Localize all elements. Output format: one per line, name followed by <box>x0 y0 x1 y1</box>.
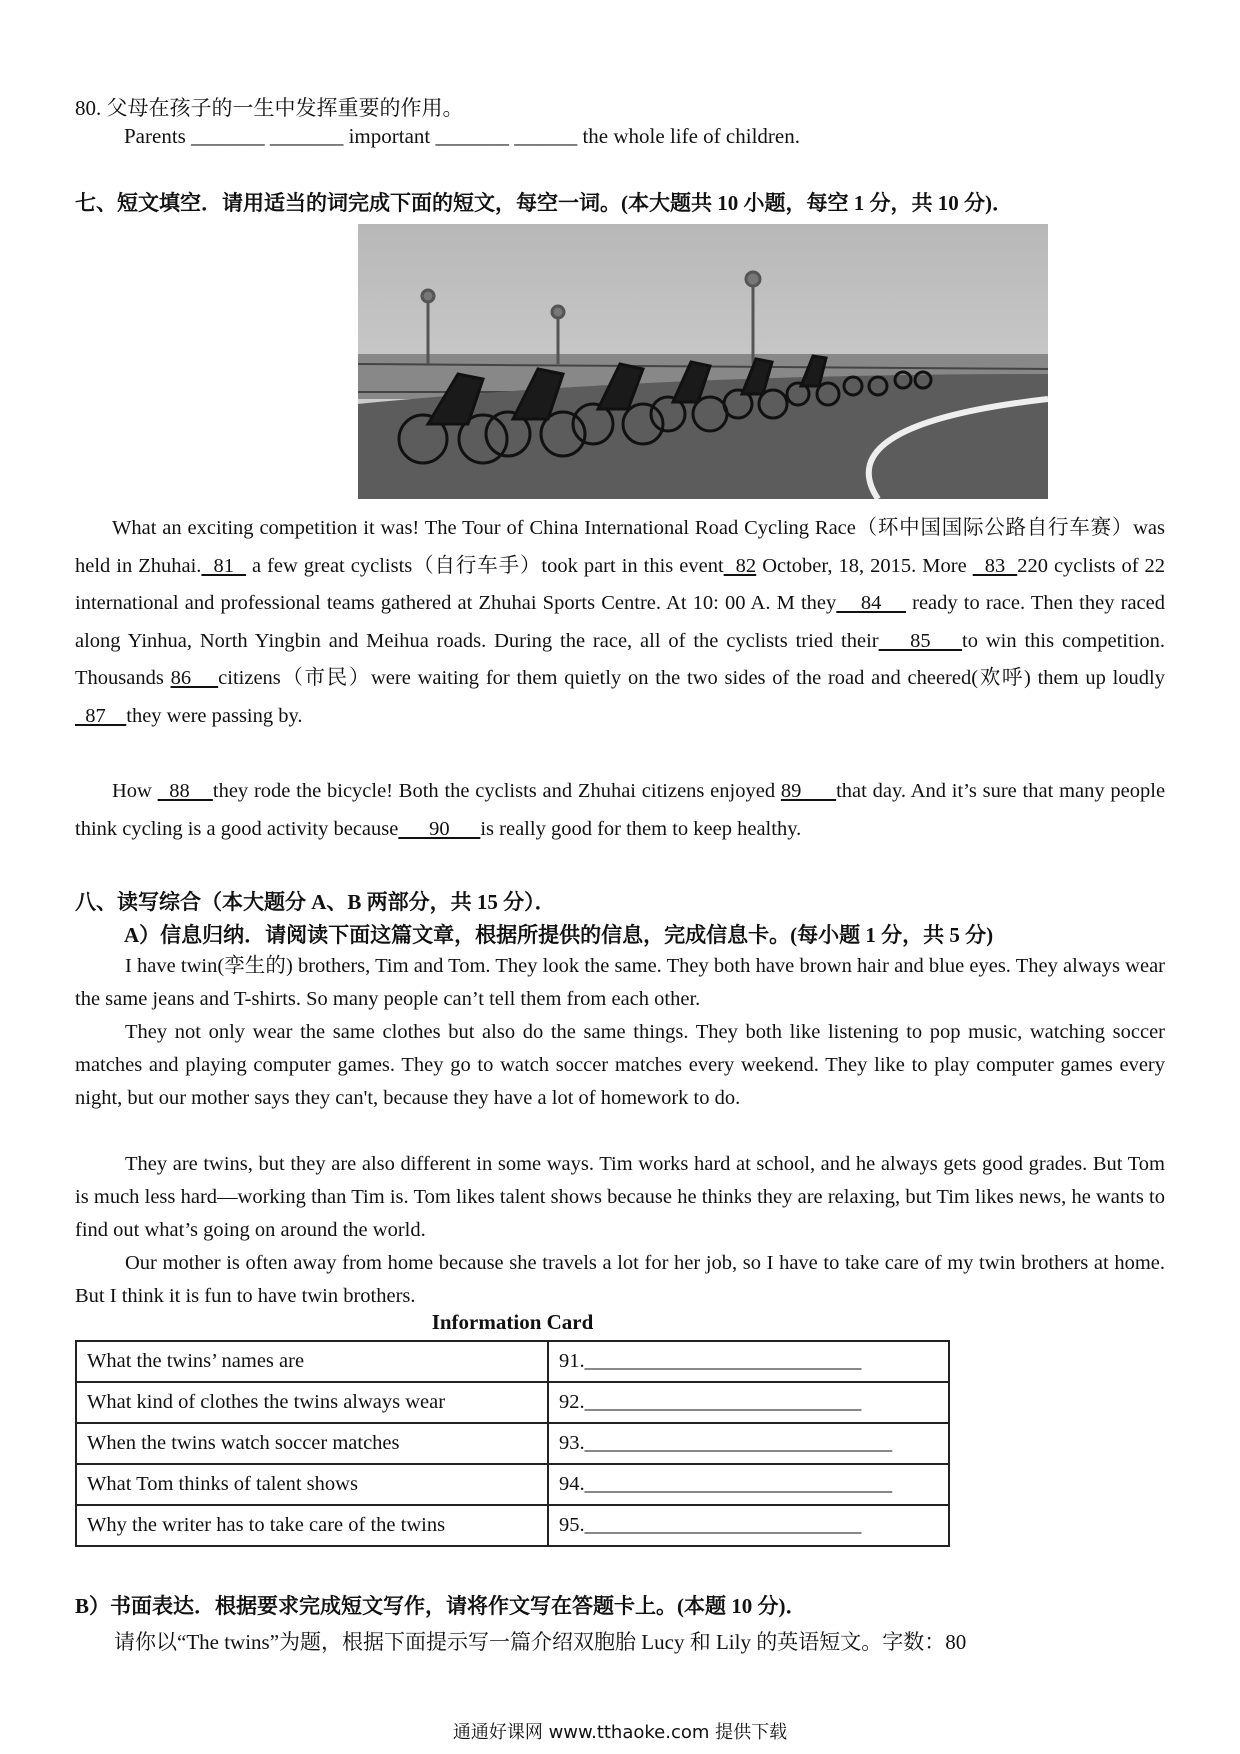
partB-heading: B）书面表达．根据要求完成短文写作，请将作文写在答题卡上。(本题 10 分)． <box>75 1594 807 1618</box>
card-question: What the twins’ names are <box>76 1341 548 1382</box>
table-row <box>76 1464 949 1505</box>
blank-89[interactable]: 89 <box>780 780 837 802</box>
cloze-text: they rode the bicycle! Both the cyclists and Zhuhai citizens enjoyed <box>212 780 781 802</box>
cloze-text: ready to race. Then they raced along Yinhua, North Yingbin and Meihua roads. During the race, all of the cyclists tried their <box>75 592 1165 652</box>
cloze-text: is really good for them to keep healthy. <box>480 817 802 840</box>
blank-87[interactable]: 87 <box>75 704 127 727</box>
cloze-text: they were passing by. <box>126 704 303 727</box>
cloze-text: a few great cyclists（自行车手）took part in this event <box>245 554 724 577</box>
table-row <box>76 1505 949 1546</box>
cloze-text: 220 cyclists of 22 international and professional teams gathered at Zhuhai Sports Centre. At 10: 00 A. M they <box>75 554 1166 614</box>
q80-chinese: 80. 父母在孩子的一生中发挥重要的作用。 <box>75 96 464 120</box>
blank-83[interactable]: 83 <box>972 554 1018 577</box>
table-row <box>76 1382 949 1423</box>
blank-90[interactable]: 90 <box>398 817 481 840</box>
cloze-paragraph-1 <box>75 510 1165 735</box>
blank-84[interactable]: 84 <box>836 592 906 614</box>
blank-82[interactable]: 82 <box>723 554 757 577</box>
cycling-race-photo-icon <box>358 224 1048 499</box>
cloze-text: citizens（市民）were waiting for them quietly on the two sides of the road and cheered(欢呼) them up loudly <box>218 667 1165 689</box>
card-question: Why the writer has to take care of the twins <box>76 1505 548 1546</box>
card-question: When the twins watch soccer matches <box>76 1423 548 1464</box>
cycling-race-photo <box>358 224 1048 499</box>
section7-heading: 七、短文填空．请用适当的词完成下面的短文，每空一词。(本大题共 10 小题，每空 1 分，共 10 分)． <box>75 191 1013 215</box>
card-question: What kind of clothes the twins always wear <box>76 1382 548 1423</box>
info-card-table <box>75 1340 950 1547</box>
card-answer-91[interactable]: 91.___________________________ <box>548 1341 949 1382</box>
card-question: What Tom thinks of talent shows <box>76 1464 548 1505</box>
cloze-text: to win this competition. Thousands <box>75 629 1166 689</box>
cloze-text: October, 18, 2015. More <box>756 554 973 577</box>
card-answer-94[interactable]: 94.______________________________ <box>548 1464 949 1505</box>
cloze-paragraph-2 <box>75 773 1165 848</box>
reading-paragraph: Our mother is often away from home because she travels a lot for her job, so I have to take care of my twin brothers at home. But I think it is fun to have twin brothers. <box>75 1252 1165 1307</box>
cloze-text: What an exciting competition it was! The Tour of China International Road Cycling Race（环中国国际公路自行车赛）was held in Zhuhai. <box>75 517 1165 577</box>
table-row <box>76 1423 949 1464</box>
partA-heading: A）信息归纳．请阅读下面这篇文章，根据所提供的信息，完成信息卡。(每小题 1 分，共 5 分) <box>124 923 994 947</box>
blank-81[interactable]: 81 <box>201 554 246 577</box>
info-card-title: Information Card <box>431 1310 594 1334</box>
cloze-text: How <box>112 780 158 802</box>
q80-english: Parents _______ _______ important _______ ______ the whole life of children. <box>124 124 800 148</box>
blank-85[interactable]: 85 <box>878 629 963 652</box>
reading-paragraph: I have twin(孪生的) brothers, Tim and Tom. They look the same. They both have brown hair and blue eyes. They always wear the same jeans and T-shirts. So many people can’t tell them from each other. <box>75 955 1165 1010</box>
section8-heading: 八、读写综合（本大题分 A、B 两部分，共 15 分）． <box>75 890 556 914</box>
blank-86[interactable]: 86 <box>170 667 219 689</box>
card-answer-95[interactable]: 95.___________________________ <box>548 1505 949 1546</box>
card-answer-93[interactable]: 93.______________________________ <box>548 1423 949 1464</box>
partB-instructions: 请你以“The twins”为题，根据下面提示写一篇介绍双胞胎 Lucy 和 Lily 的英语短文。字数：80 <box>114 1630 967 1654</box>
card-answer-92[interactable]: 92.___________________________ <box>548 1382 949 1423</box>
blank-88[interactable]: 88 <box>157 780 213 802</box>
cloze-text: that day. And it’s sure that many people think cycling is a good activity because <box>75 780 1166 840</box>
reading-paragraph: They are twins, but they are also different in some ways. Tim works hard at school, and he always gets good grades. But Tom is much less hard—working than Tim is. Tom likes talent shows because he thinks they are relaxing, but Tim likes news, he wants to find out what’s going on around the world. <box>75 1153 1165 1241</box>
table-row <box>76 1341 949 1382</box>
page-footer: 通通好课网 www.tthaoke.com 提供下载 <box>452 1722 788 1743</box>
reading-paragraph: They not only wear the same clothes but also do the same things. They both like listening to pop music, watching soccer matches and playing computer games. They go to watch soccer matches every weekend. They like to play computer games every night, but our mother says they can't, because they have a lot of homework to do. <box>75 1021 1165 1109</box>
